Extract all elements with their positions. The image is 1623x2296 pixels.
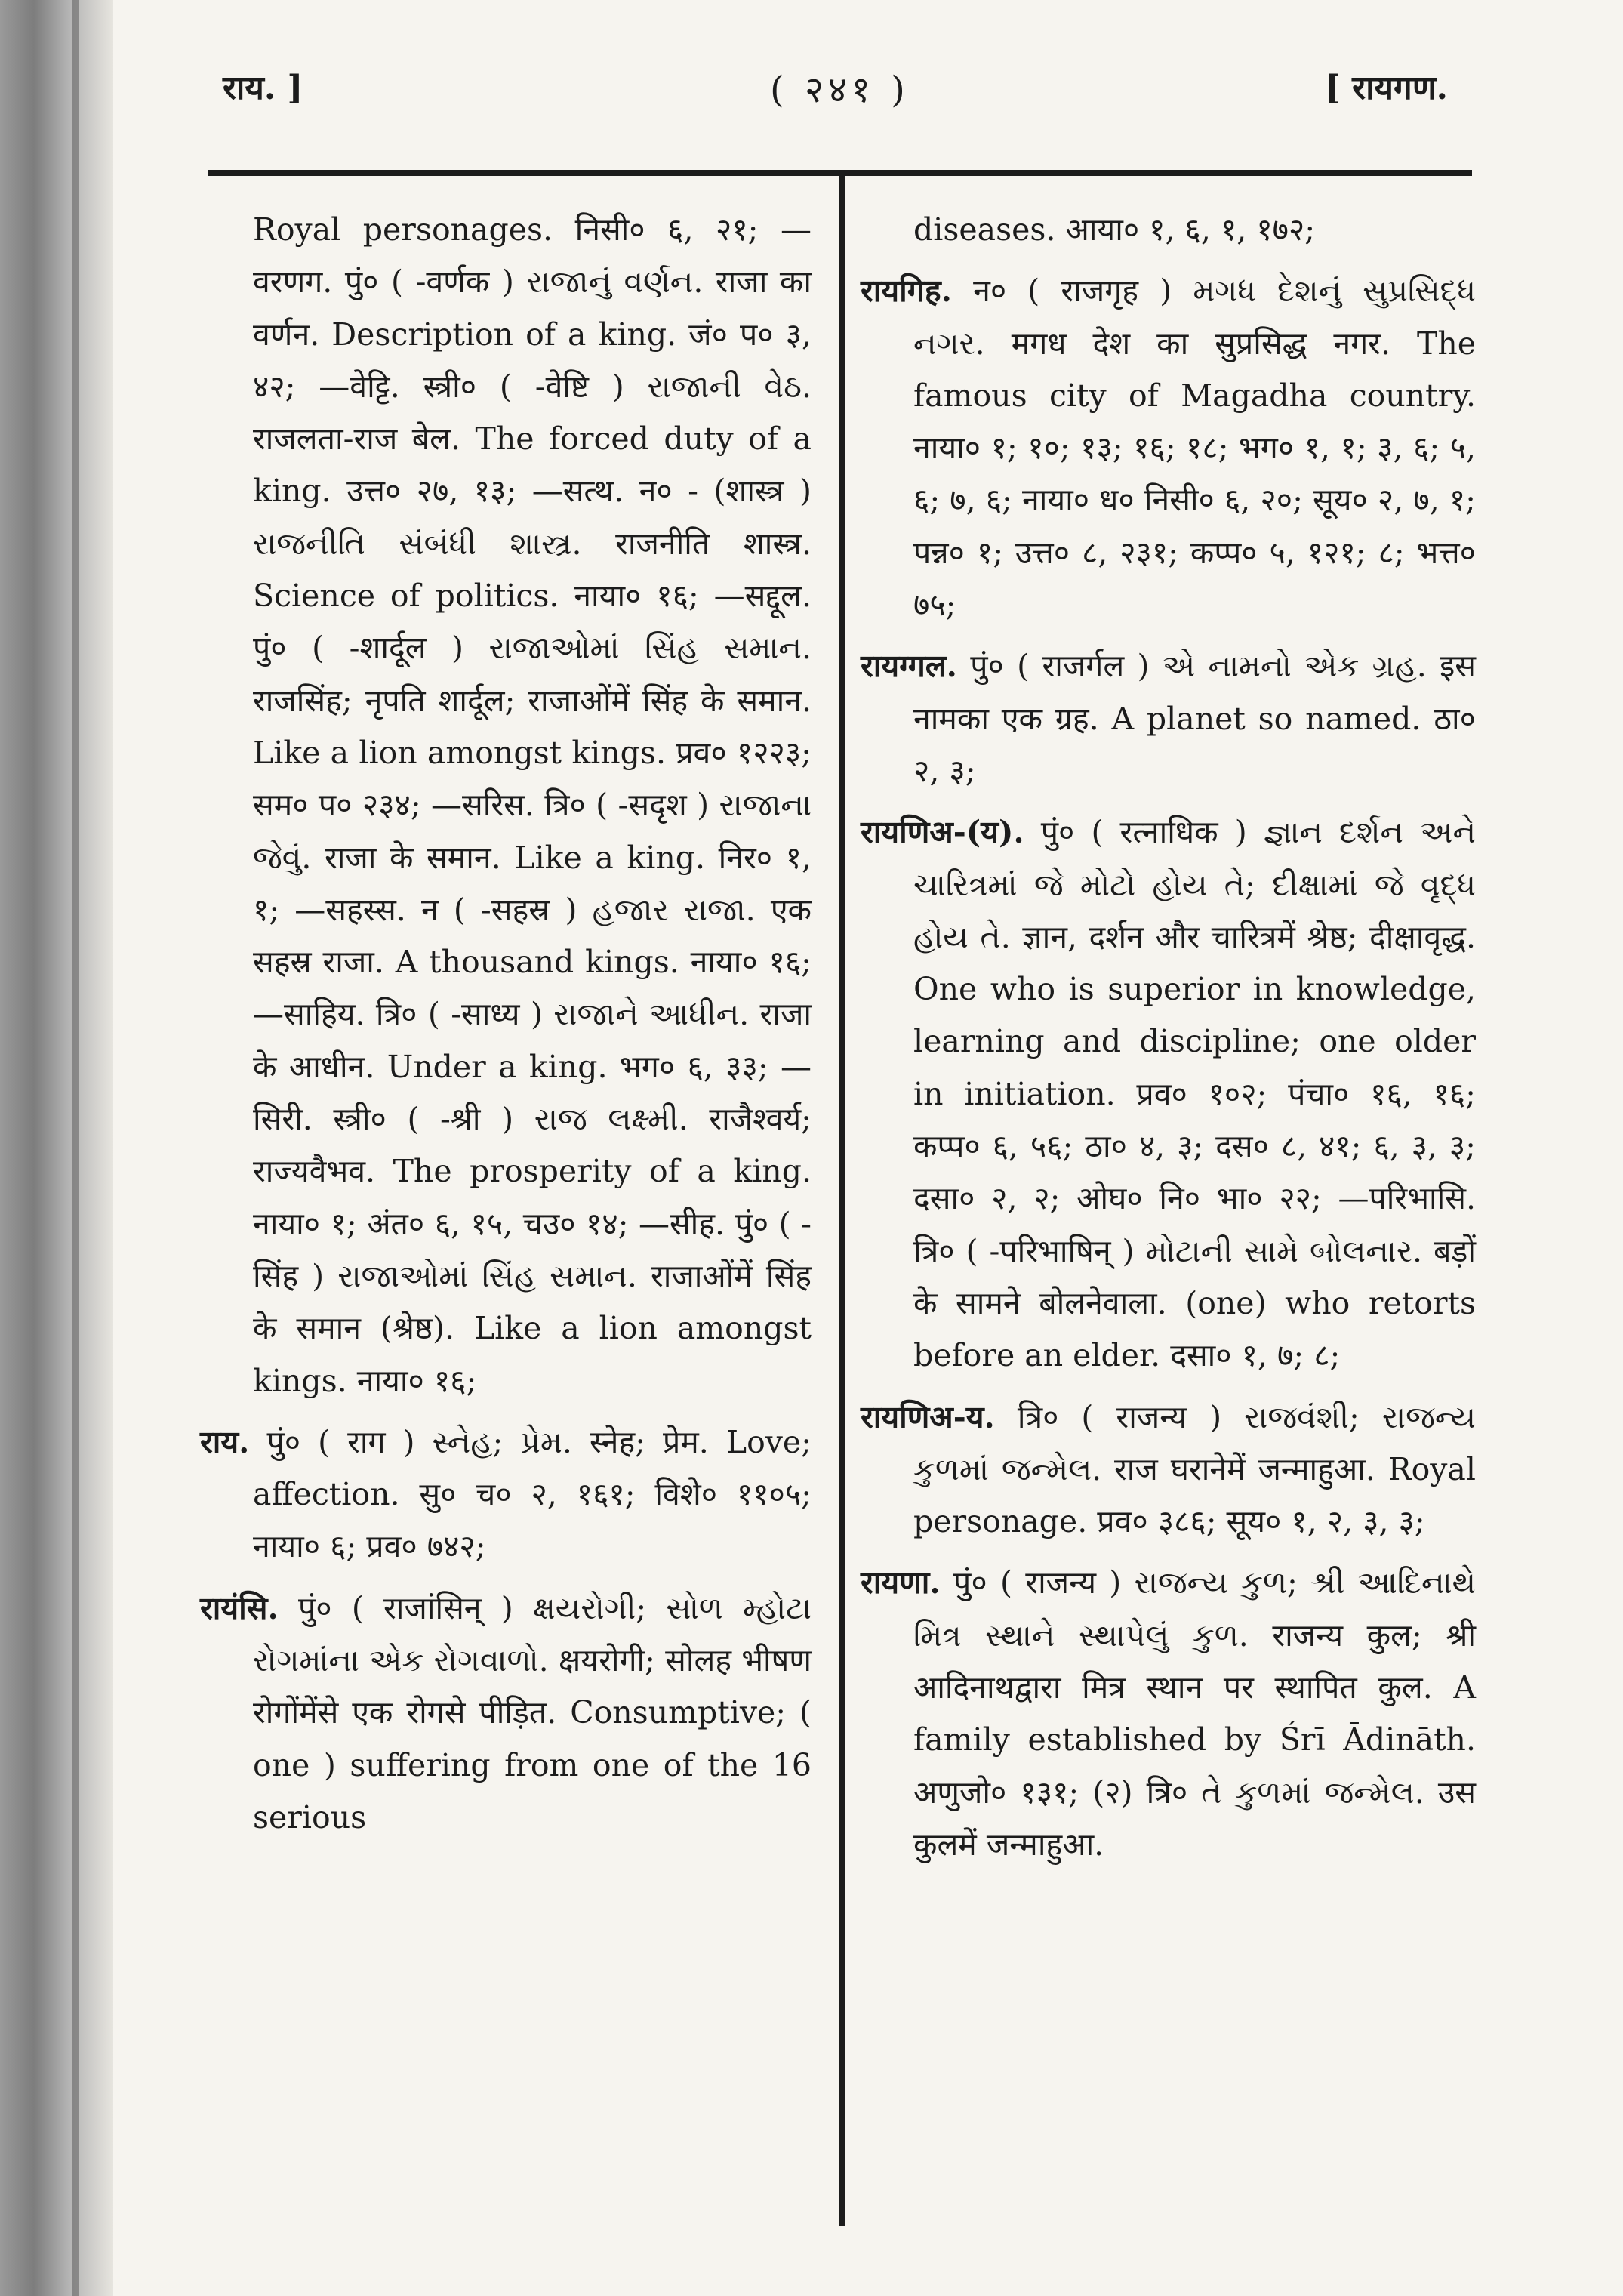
running-head-left: राय. ] xyxy=(223,69,303,107)
entry-body: पुं० ( रत्नाधिक ) જ્ઞાન દર્શન અને ચારિત્રમાં જે મોટો હોય તે; દીક્ષામાં જે વૃદ્ધ હોય તે. ज्ञान, दर्शन और चारित्रमें श्रेष्ठ; दीक्षावृद्ध. One who is superior in knowledge, learning and discipline; one older in initiation. प्रव० १०२; पंचा० १६, १६; कप्प० ६, ५६; ठा० ४, ३; दस० ८, ४१; ६, ३, ३; दसा० २, २; ओघ० नि० भा० २२; —परिभासि. त्रि० ( -परिभाषिन् ) મોટાની સામે બોલનાર. बड़ों के सामने बोलनेवाला. (one) who retorts before an elder. दसा० १, ७; ८; xyxy=(913,814,1476,1374)
entry-body: पुं० ( राग ) સ્નેહ; પ્રેમ. स्नेह; प्रेम. Love; affection. सु० च० २, १६१; विशे० ११०५; नाया० ६; प्रव० ७४२; xyxy=(253,1423,812,1565)
entry-headword: रायंसि. xyxy=(200,1589,279,1626)
dictionary-entry xyxy=(200,1583,812,1844)
dictionary-entry xyxy=(861,806,1476,1382)
entry-body: पुं० ( राजन्य ) રાજન્ય કુળ; શ્રી આદિનાથે મિત્ર સ્થાને સ્થાપેલું કુળ. राजन्य कुल; श्री आदिनाथद्वारा मित्र स्थान पर स्थापित कुल. A family established by Śrī Ādināth. अणुजो० १३१; (२) त्रि० તે કુળમાં જન્મેલ. उस कुलमें जन्माहुआ. xyxy=(913,1564,1476,1863)
page-number: ( २४१ ) xyxy=(770,69,910,111)
dictionary-entry xyxy=(861,204,1476,256)
dictionary-entry xyxy=(200,204,812,1407)
dictionary-entry xyxy=(861,265,1476,631)
entry-body: diseases. आया० १, ६, १, १७२; xyxy=(913,211,1316,248)
entry-headword: रायग्गल. xyxy=(861,648,957,685)
entry-body: पुं० ( राजांसिन् ) ક્ષયરોગી; સોળ મ્હોટા રોગમાંના એક રોગવાળો. क्षयरोगी; सोलह भीषण रोगोंमेंसे एक रोगसे पीड़ित. Consumptive; ( one ) suffering from one of the 16 serious xyxy=(253,1589,812,1835)
entry-headword: रायणिअ-य. xyxy=(861,1398,995,1435)
column-divider xyxy=(839,172,845,2226)
left-column xyxy=(200,204,812,1853)
entry-headword: रायगिह. xyxy=(861,273,952,310)
dictionary-entry xyxy=(861,1557,1476,1871)
binding-gutter-shadow xyxy=(0,0,113,2296)
entry-headword: रायणा. xyxy=(861,1564,941,1601)
entry-body: त्रि० ( राजन्य ) રાજવંશી; રાજન્ય કુળમાં જન્મેલ. राज घरानेमें जन्माहुआ. Royal personage. प्रव० ३८६; सूय० १, २, ३, ३; xyxy=(913,1398,1476,1540)
right-column xyxy=(861,204,1476,1880)
running-head-right: [ रायगण. xyxy=(1325,69,1448,107)
entry-headword: रायणिअ-(य). xyxy=(861,814,1024,851)
entry-body: न० ( राजगृह ) મગધ દેશનું સુપ્રસિદ્ધ નગર. मगध देश का सुप्रसिद्ध नगर. The famous city of Magadha country. नाया० १; १०; १३; १६; १८; भग० १, १; ३, ६; ५, ६; ७, ६; नाया० ध० निसी० ६, २०; सूय० २, ७, १; पन्न० १; उत्त० ८, २३१; कप्प० ५, १२१; ८; भत्त० ७५; xyxy=(913,273,1476,624)
entry-body: Royal personages. निसी० ६, २१; —वरणग. पुं० ( -वर्णक ) રાજાનું વર્ણન. राजा का वर्णन. Description of a king. जं० प० ३, ४२; —वेट्टि. स्त्री० ( -वेष्टि ) રાજાની વેઠ. राजलता-राज बेल. The forced duty of a king. उत्त० २७, १३; —सत्थ. न० - (शास्त्र ) રાજનીતિ સંબંધી શાસ્ત્ર. राजनीति शास्त्र. Science of politics. नाया० १६; —सद्दूल. पुं० ( -शार्दूल ) રાજાઓમાં સિંહ સમાન. राजसिंह; नृपति शार्दूल; राजाओंमें सिंह के समान. Like a lion amongst kings. प्रव० १२२३; सम० प० २३४; —सरिस. त्रि० ( -सदृश ) રાજાના જેવું. राजा के समान. Like a king. निर० १, १; —सहस्स. न ( -सहस्र ) હજાર રાજા. एक सहस्र राजा. A thousand kings. नाया० १६; —साहिय. त्रि० ( -साध्य ) રાજાને આધીન. राजा के आधीन. Under a king. भग० ६, ३३; —सिरी. स्त्री० ( -श्री ) રાજ લક્ષ્મી. राजैश्वर्य; राज्यवैभव. The prosperity of a king. नाया० १; अंत० ६, १५, चउ० १४; —सीह. पुं० ( -सिंह ) રાજાઓમાં સિંહ સમાન. राजाओंमें सिंह के समान (श्रेष्ठ). Like a lion amongst kings. नाया० १६; xyxy=(253,211,812,1399)
dictionary-entry xyxy=(861,640,1476,797)
dictionary-entry xyxy=(861,1391,1476,1549)
entry-headword: राय. xyxy=(200,1423,250,1460)
dictionary-entry xyxy=(200,1416,812,1573)
entry-body: पुं० ( राजर्गल ) એ નામનો એક ગ્રહ. इस नामका एक ग्रह. A planet so named. ठा० २, ३; xyxy=(913,648,1476,789)
